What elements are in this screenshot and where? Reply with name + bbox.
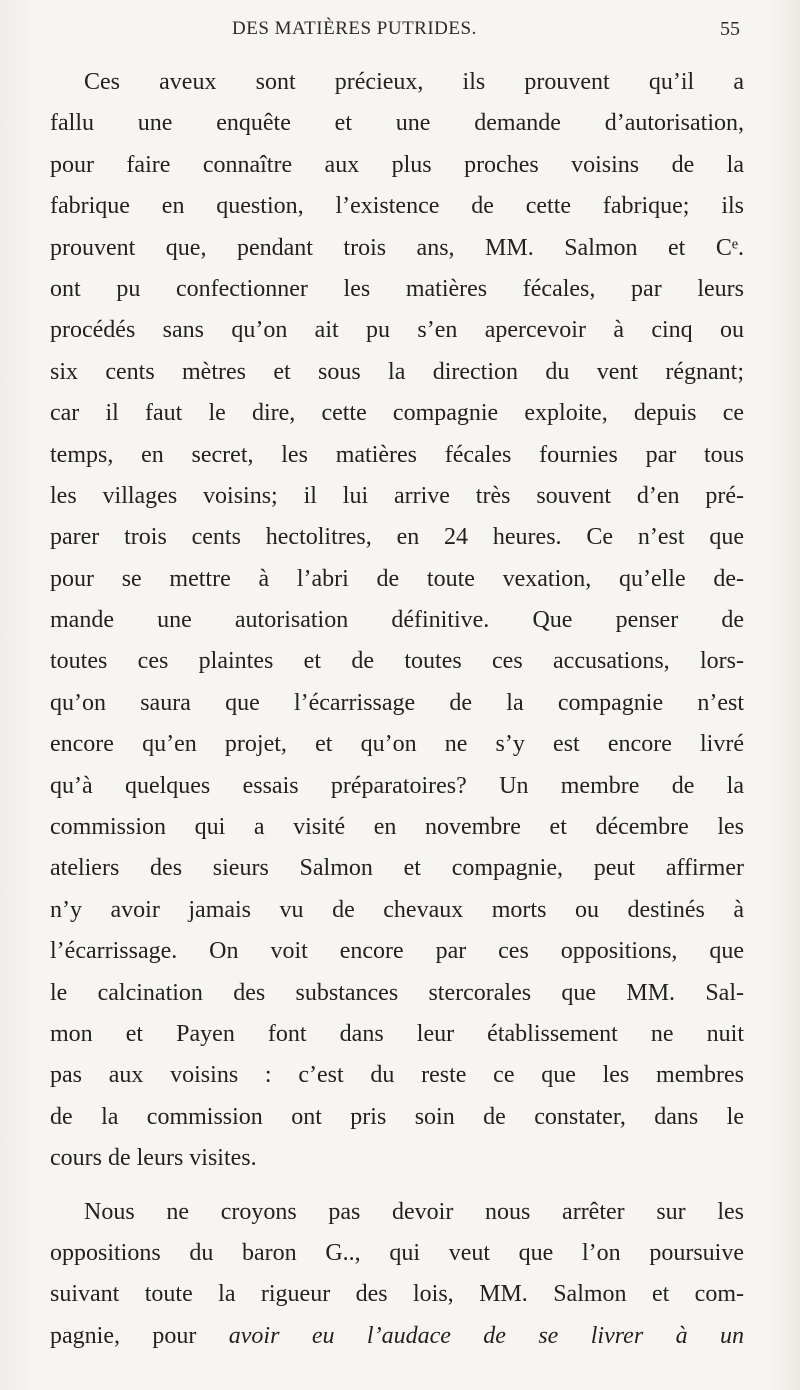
text-line: fallu une enquête et une demande d’autorisation, <box>50 110 744 137</box>
italic-segment: avoir eu l’audace de se livrer à un <box>228 1322 744 1349</box>
roman-segment: pagnie, pour <box>50 1322 229 1349</box>
text-line: procédés sans qu’on ait pu s’en apercevoir à cinq ou <box>50 317 744 344</box>
text-line: n’y avoir jamais vu de chevaux morts ou destinés à <box>50 896 744 923</box>
text-line: cours de leurs visites. <box>50 1145 257 1172</box>
text-line: ont pu confectionner les matières fécales, par leurs <box>50 275 744 302</box>
final-text-line <box>50 1316 744 1357</box>
body-text <box>50 62 744 1357</box>
running-head <box>0 18 800 48</box>
text-line: encore qu’en projet, et qu’on ne s’y est encore livré <box>50 731 744 758</box>
text-line: qu’à quelques essais préparatoires? Un membre de la <box>50 772 744 799</box>
text-line: mande une autorisation définitive. Que penser de <box>50 607 744 634</box>
text-line: Nous ne croyons pas devoir nous arrêter sur les <box>84 1198 744 1225</box>
text-line: Ces aveux sont précieux, ils prouvent qu’il a <box>84 69 744 95</box>
paragraph-2 <box>50 1192 744 1358</box>
text-line: parer trois cents hectolitres, en 24 heures. Ce n’est que <box>50 524 744 551</box>
text-line: suivant toute la rigueur des lois, MM. Salmon et com- <box>50 1281 744 1308</box>
text-line: le calcination des substances stercorales que MM. Sal- <box>50 979 744 1006</box>
text-line: oppositions du baron G.., qui veut que l’on poursuive <box>50 1239 744 1266</box>
text-line: l’écarrissage. On voit encore par ces oppositions, que <box>50 938 744 965</box>
text-line: fabrique en question, l’existence de cette fabrique; ils <box>50 193 744 220</box>
paragraph-1 <box>50 62 744 1180</box>
text-line: toutes ces plaintes et de toutes ces accusations, lors- <box>50 648 744 675</box>
text-line: commission qui a visité en novembre et décembre les <box>50 814 744 841</box>
text-line: qu’on saura que l’écarrissage de la compagnie n’est <box>50 689 744 716</box>
text-line: de la commission ont pris soin de constater, dans le <box>50 1103 744 1130</box>
text-line: pour se mettre à l’abri de toute vexation, qu’elle de- <box>50 565 744 592</box>
text-line: temps, en secret, les matières fécales fournies par tous <box>50 441 744 468</box>
page-number: 55 <box>720 18 740 40</box>
text-line: car il faut le dire, cette compagnie exploite, depuis ce <box>50 400 744 427</box>
text-line: mon et Payen font dans leur établissement ne nuit <box>50 1020 744 1047</box>
text-line: six cents mètres et sous la direction du vent régnant; <box>50 358 744 385</box>
text-line: prouvent que, pendant trois ans, MM. Salmon et Cᵉ. <box>50 234 744 261</box>
text-line: ateliers des sieurs Salmon et compagnie, peut affirmer <box>50 855 744 882</box>
paragraph-gap <box>50 1180 744 1192</box>
text-line: pas aux voisins : c’est du reste ce que les membres <box>50 1062 744 1089</box>
text-line: les villages voisins; il lui arrive très souvent d’en pré- <box>50 482 744 509</box>
text-line: pour faire connaître aux plus proches voisins de la <box>50 151 744 178</box>
running-title: DES MATIÈRES PUTRIDES. <box>232 18 477 39</box>
